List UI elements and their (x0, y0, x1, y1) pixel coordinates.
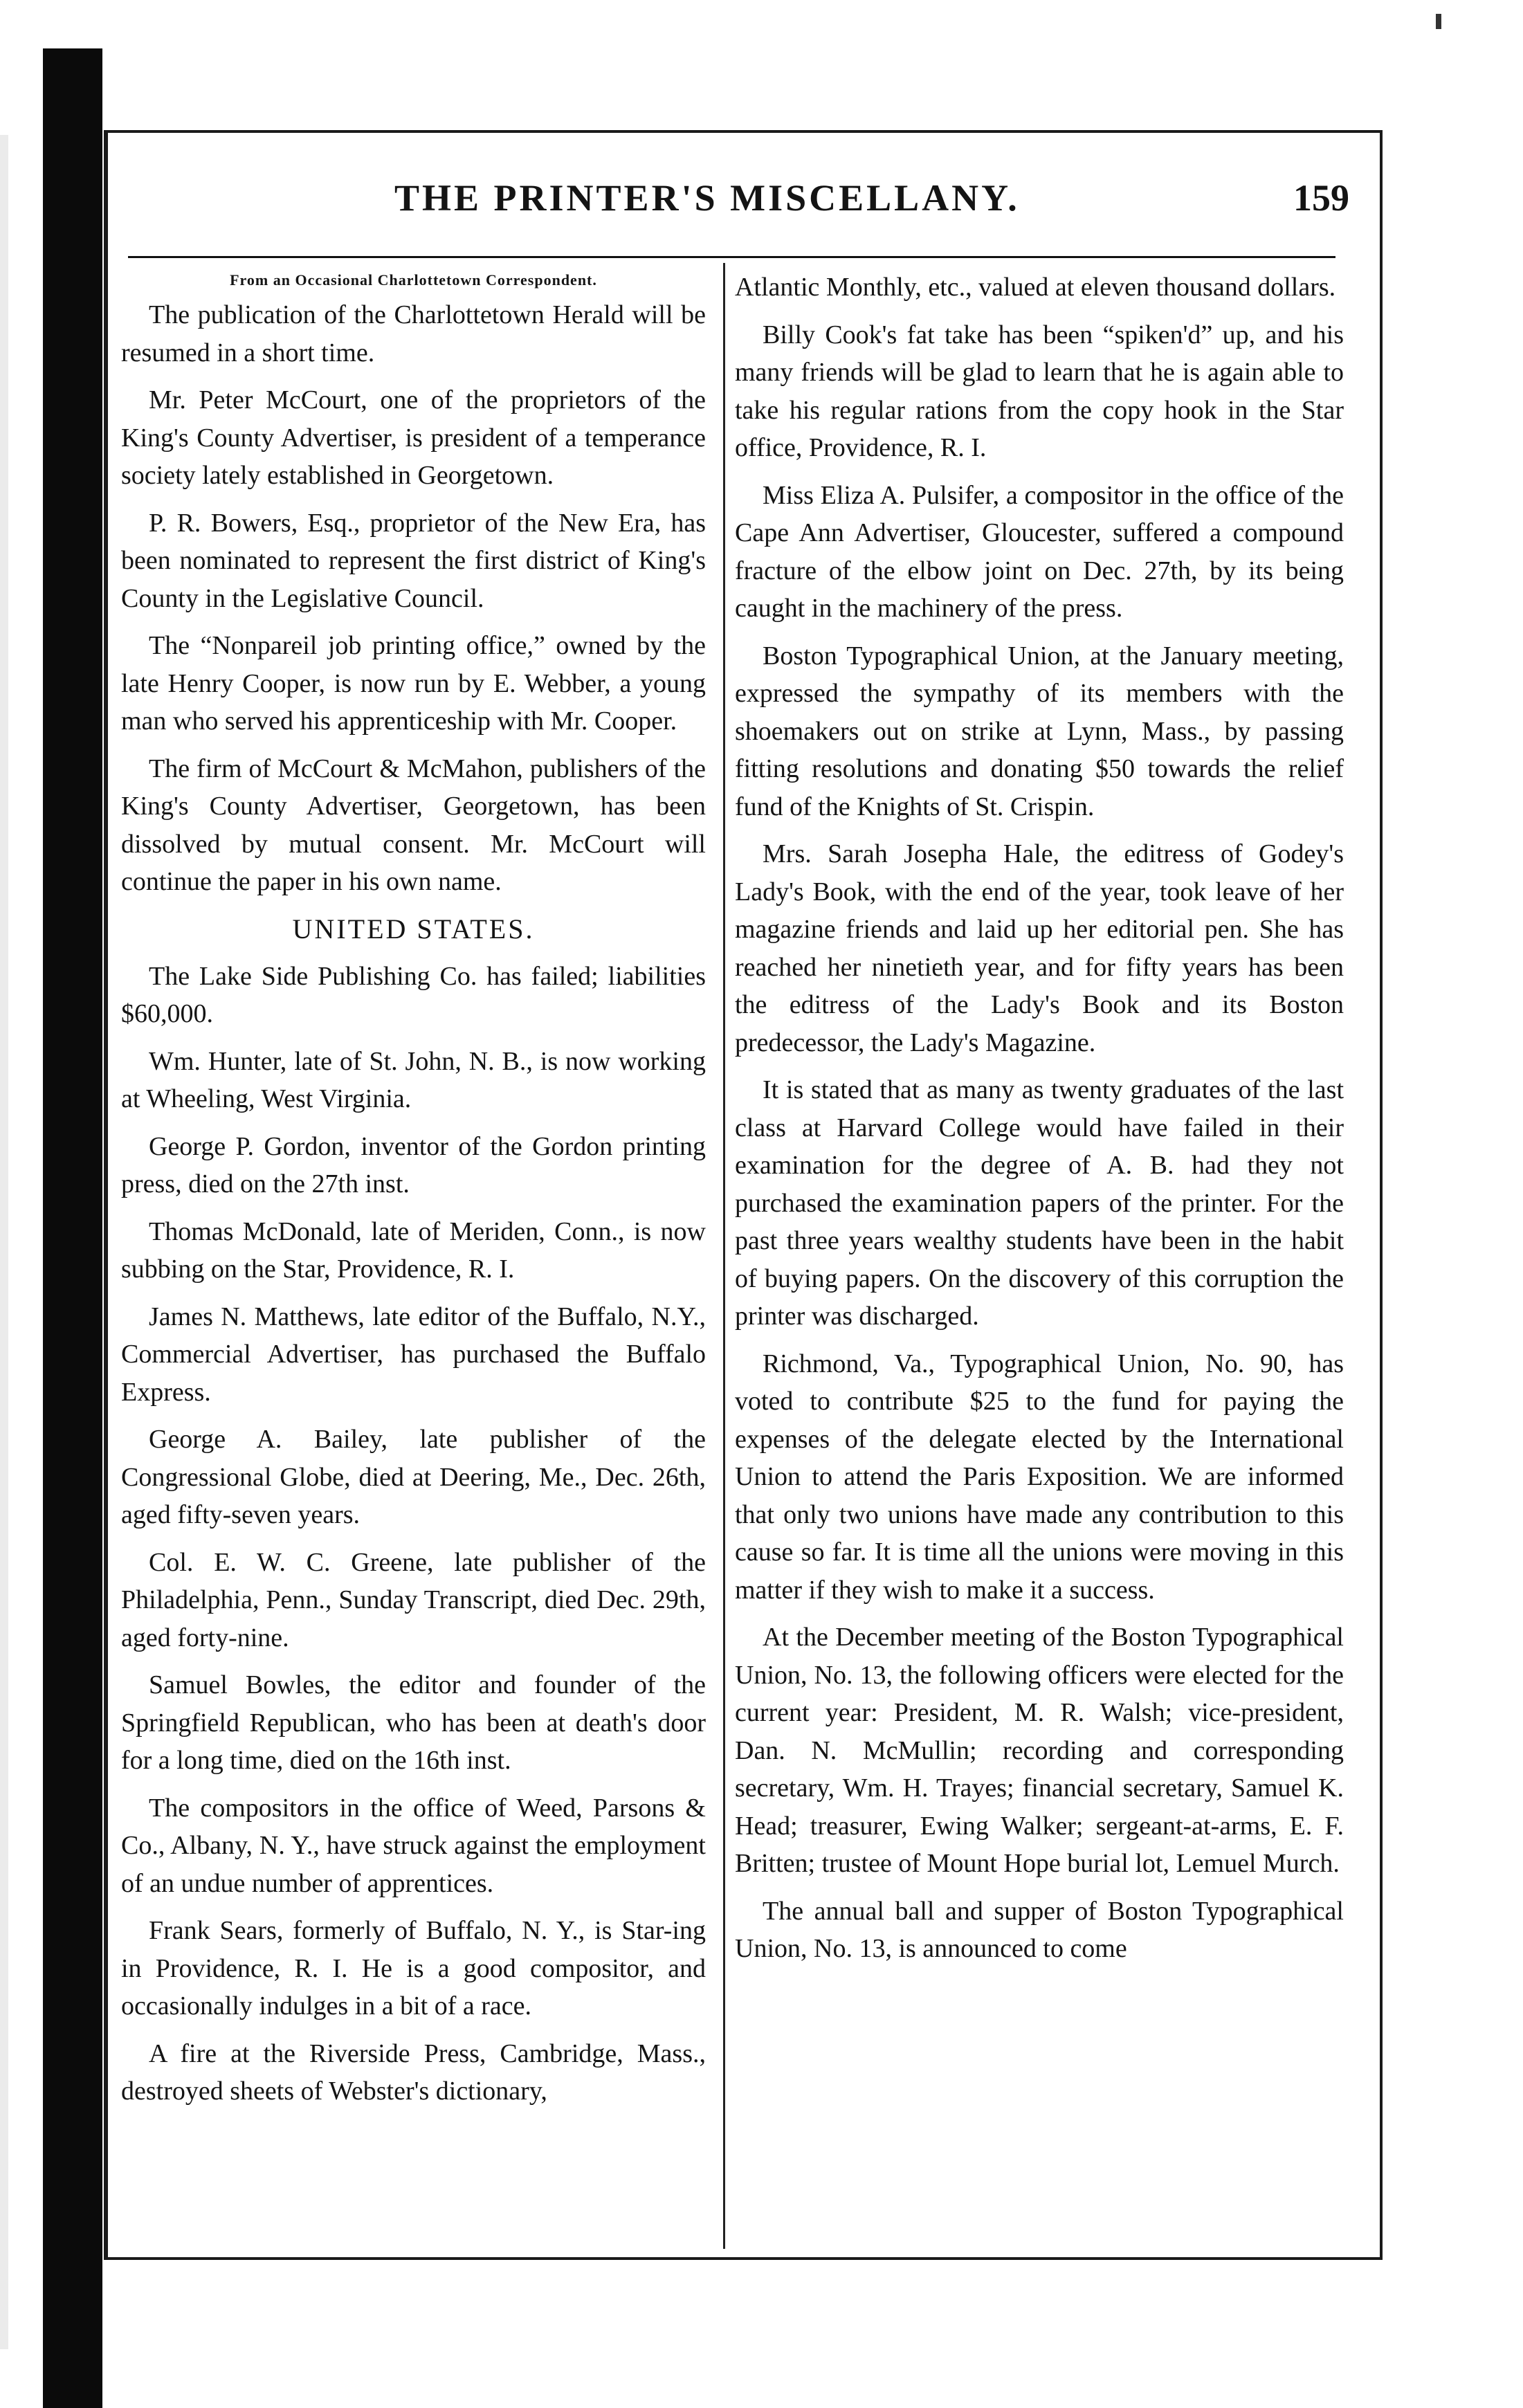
news-item: P. R. Bowers, Esq., proprietor of the New Era, has been nominated to represent the first district of King's County in the Legislative Council. (121, 508, 706, 613)
section-heading: UNITED STATES. (292, 913, 535, 945)
page-edge (0, 135, 8, 2349)
news-item: George P. Gordon, inventor of the Gordon printing press, died on the 27th inst. (121, 1131, 706, 1198)
news-item: Billy Cook's fat take has been “spiken'd” up, and his many friends will be glad to learn that he is again able to take his regular rations from the copy hook in the Star office, Providence, R. I. (735, 320, 1344, 462)
continued-item: Atlantic Monthly, etc., valued at eleven thousand dollars. (735, 273, 1336, 302)
news-item: Mr. Peter McCourt, one of the proprietors of the King's County Advertiser, is president of a temperance society lately established in Georgetown. (121, 385, 706, 490)
news-item: Wm. Hunter, late of St. John, N. B., is now working at Wheeling, West Virginia. (121, 1046, 706, 1113)
news-item: A fire at the Riverside Press, Cambridge, Mass., destroyed sheets of Webster's dictionary, (121, 2038, 706, 2106)
news-item: The firm of McCourt & McMahon, publishers of the King's County Advertiser, Georgetown, has been dissolved by mutual consent. Mr. McCourt will continue the paper in his own name. (121, 754, 706, 896)
running-head (104, 176, 1349, 232)
news-item: Samuel Bowles, the editor and founder of the Springfield Republican, who has been at death's door for a long time, died on the 16th inst. (121, 1670, 706, 1775)
ink-speck (1436, 14, 1441, 29)
news-item: Frank Sears, formerly of Buffalo, N. Y., is Star-ing in Providence, R. I. He is a good compositor, and occasionally indulges in a bit of a race. (121, 1916, 706, 2021)
left-column (121, 268, 706, 2120)
dateline: From an Occasional Charlottetown Correspondent. (230, 271, 597, 289)
news-item: The compositors in the office of Weed, Parsons & Co., Albany, N. Y., have struck against the employment of an undue number of apprentices. (121, 1793, 706, 1898)
news-item: The Lake Side Publishing Co. has failed; liabilities $60,000. (121, 961, 706, 1028)
news-item: The annual ball and supper of Boston Typographical Union, No. 13, is announced to come (735, 1896, 1344, 1963)
news-item: Col. E. W. C. Greene, late publisher of the Philadelphia, Penn., Sunday Transcript, died Dec. 29th, aged forty-nine. (121, 1547, 706, 1652)
news-item: Boston Typographical Union, at the January meeting, expressed the sympathy of its members with the shoemakers out on strike at Lynn, Mass., by passing fitting resolutions and donating $50 towards the relief fund of the Knights of St. Crispin. (735, 641, 1344, 821)
news-item: The “Nonpareil job printing office,” owned by the late Henry Cooper, is now run by E. Webber, a young man who served his apprenticeship with Mr. Cooper. (121, 631, 706, 736)
book-spine-shadow (43, 48, 102, 2408)
news-item: At the December meeting of the Boston Typographical Union, No. 13, the following officers were elected for the current year: President, M. R. Walsh; vice-president, Dan. N. McMullin; recording and corresponding secretary, Wm. H. Trayes; financial secretary, Samuel K. Head; treasurer, Ewing Walker; sergeant-at-arms, E. F. Britten; trustee of Mount Hope burial lot, Lemuel Murch. (735, 1623, 1344, 1878)
news-item: James N. Matthews, late editor of the Buffalo, N.Y., Commercial Advertiser, has purchased the Buffalo Express. (121, 1302, 706, 1407)
news-item: Richmond, Va., Typographical Union, No. 90, has voted to contribute $25 to the fund for paying the expenses of the delegate elected by the International Union to attend the Paris Exposition. We are informed that only two unions have made any contribution to this cause so far. It is time all the unions were moving in this matter if they wish to make it a success. (735, 1349, 1344, 1605)
news-item: Miss Eliza A. Pulsifer, a compositor in the office of the Cape Ann Advertiser, Gloucester, suffered a compound fracture of the elbow joint on Dec. 27th, by its being caught in the machinery of the press. (735, 480, 1344, 623)
right-column (735, 268, 1344, 1978)
news-item: The publication of the Charlottetown Herald will be resumed in a short time. (121, 300, 706, 367)
page-number: 159 (1293, 177, 1349, 219)
news-item: George A. Bailey, late publisher of the Congressional Globe, died at Deering, Me., Dec. 26th, aged fifty-seven years. (121, 1425, 706, 1529)
news-item: Thomas McDonald, late of Meriden, Conn., is now subbing on the Star, Providence, R. I. (121, 1216, 706, 1284)
news-item: Mrs. Sarah Josepha Hale, the editress of Godey's Lady's Book, with the end of the year, took leave of her magazine friends and laid up her editorial pen. She has reached her ninetieth year, and for fifty years has been the editress of the Lady's Book and its Boston predecessor, the Lady's Magazine. (735, 839, 1344, 1057)
column-divider (723, 263, 725, 2249)
header-rule (128, 256, 1335, 258)
news-item: It is stated that as many as twenty graduates of the last class at Harvard College would have failed in their examination for the degree of A. B. had they not purchased the examination papers of the printer. For the past three years wealthy students have been in the habit of buying papers. On the discovery of this corruption the printer was discharged. (735, 1075, 1344, 1331)
page-title: THE PRINTER'S MISCELLANY. (394, 177, 1020, 219)
